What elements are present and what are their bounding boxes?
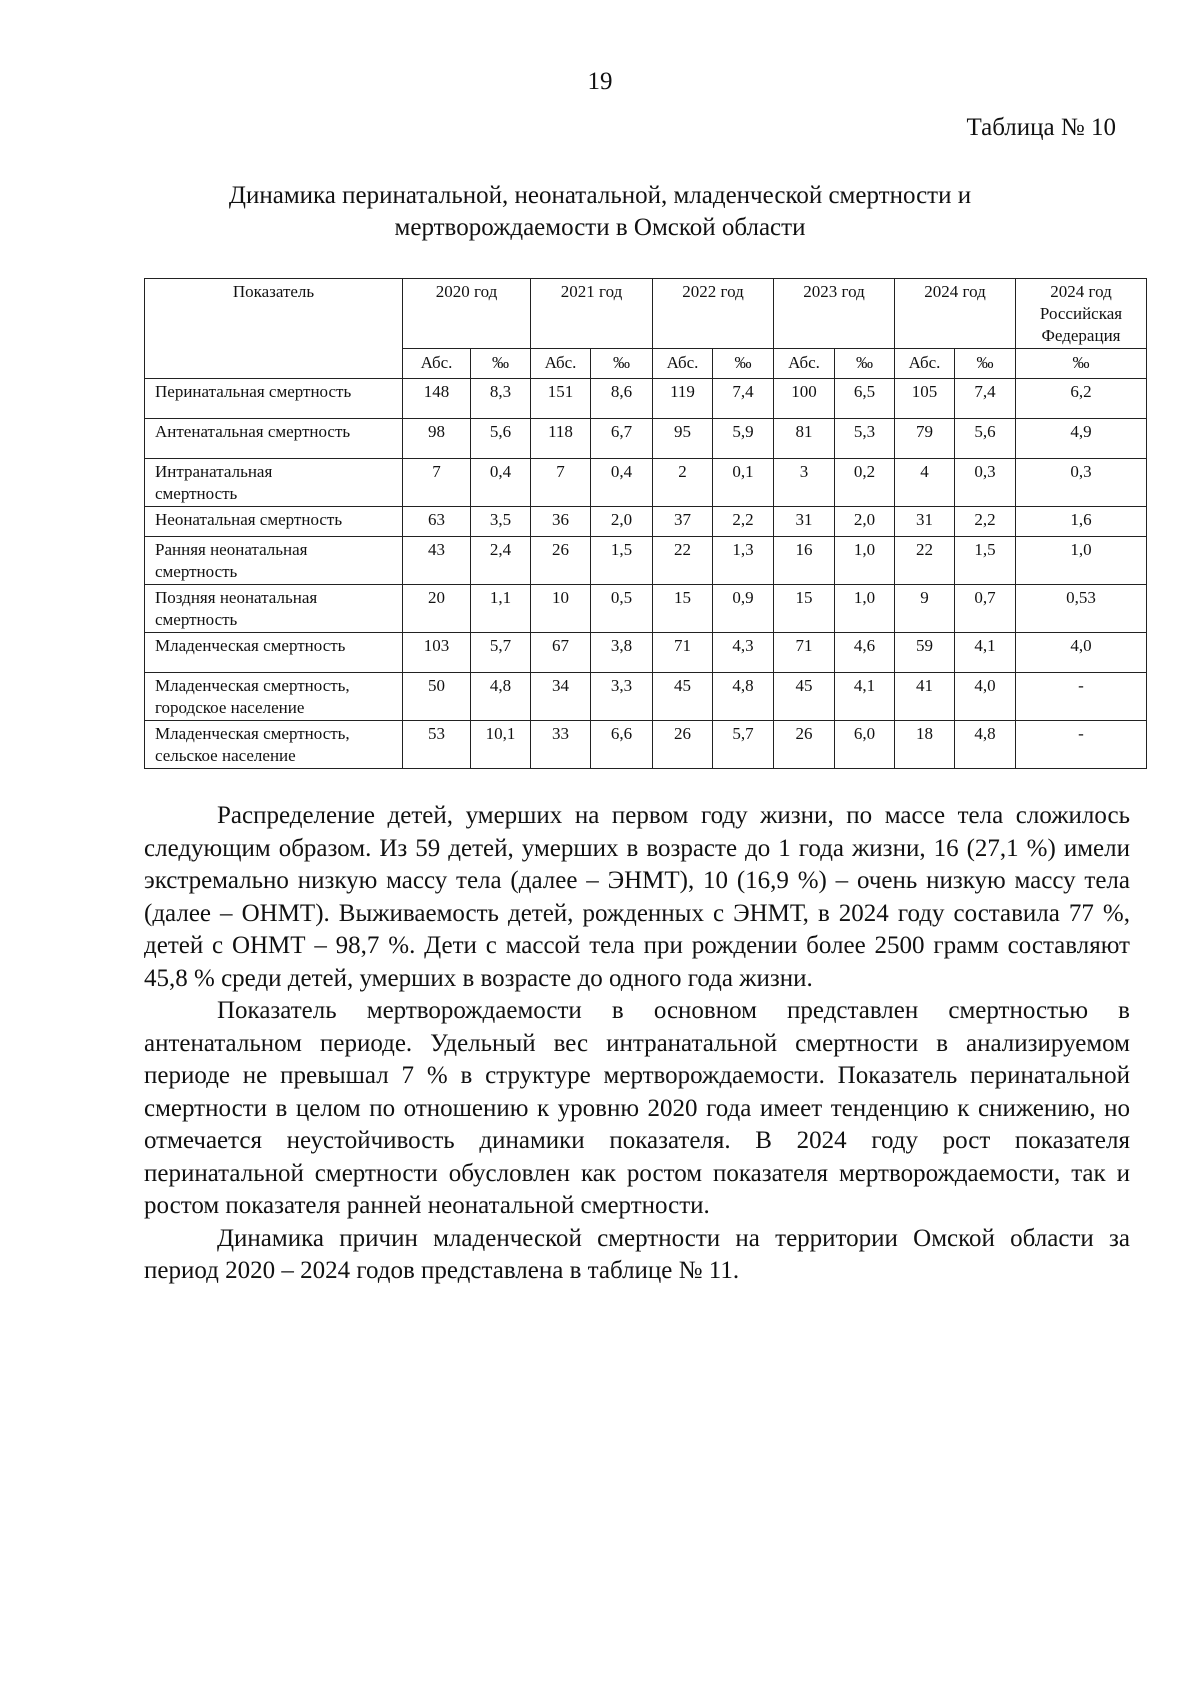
abs-value: 15 [774, 585, 835, 633]
permille-value: 0,1 [713, 459, 774, 507]
abs-value: 31 [895, 507, 955, 537]
abs-value: 41 [895, 673, 955, 721]
year-header: 2022 год [653, 279, 774, 349]
abs-value: 100 [774, 379, 835, 419]
permille-value: 5,6 [471, 419, 531, 459]
permille-value: 4,3 [713, 633, 774, 673]
abs-value: 33 [531, 721, 591, 769]
abs-value: 81 [774, 419, 835, 459]
indicator-header: Показатель [145, 279, 403, 379]
abs-value: 31 [774, 507, 835, 537]
abs-value: 34 [531, 673, 591, 721]
abs-value: 119 [653, 379, 713, 419]
permille-header: ‰ [471, 349, 531, 379]
permille-value: 1,3 [713, 537, 774, 585]
permille-value: 7,4 [955, 379, 1016, 419]
permille-value: 7,4 [713, 379, 774, 419]
permille-value: 1,0 [835, 585, 895, 633]
year-header: 2023 год [774, 279, 895, 349]
paragraph: Динамика причин младенческой смертности на территории Омской области за период 2020 – 2024 годов представлена в таблице № 11. [144, 1224, 1130, 1284]
permille-value: 5,9 [713, 419, 774, 459]
table-row [145, 507, 1147, 537]
table-row [145, 585, 1147, 633]
abs-value: 151 [531, 379, 591, 419]
rf-value: 4,9 [1016, 419, 1147, 459]
rf-value: 0,3 [1016, 459, 1147, 507]
indicator-name: Поздняя неонатальная смертность [145, 585, 403, 633]
indicator-name: Перинатальная смертность [145, 379, 403, 419]
abs-value: 26 [531, 537, 591, 585]
rf-value: 4,0 [1016, 633, 1147, 673]
rf-header: 2024 год Российская Федерация [1016, 279, 1147, 349]
table-label: Таблица № 10 [966, 114, 1116, 141]
permille-value: 3,5 [471, 507, 531, 537]
indicator-name: Неонатальная смертность [145, 507, 403, 537]
permille-header: ‰ [591, 349, 653, 379]
permille-value: 3,3 [591, 673, 653, 721]
permille-value: 4,0 [955, 673, 1016, 721]
permille-value: 1,5 [591, 537, 653, 585]
abs-value: 36 [531, 507, 591, 537]
abs-value: 45 [653, 673, 713, 721]
abs-value: 22 [653, 537, 713, 585]
table-title-line: мертворождаемости в Омской области [394, 214, 806, 241]
abs-value: 79 [895, 419, 955, 459]
abs-value: 63 [403, 507, 471, 537]
abs-value: 18 [895, 721, 955, 769]
body-text [144, 800, 1130, 1288]
table-row [145, 537, 1147, 585]
abs-header: Абс. [403, 349, 471, 379]
permille-value: 0,4 [591, 459, 653, 507]
table-title-line: Динамика перинатальной, неонатальной, младенческой смертности и [228, 182, 972, 209]
permille-value: 5,6 [955, 419, 1016, 459]
indicator-name: Интранатальная смертность [145, 459, 403, 507]
abs-value: 50 [403, 673, 471, 721]
permille-value: 5,3 [835, 419, 895, 459]
abs-value: 16 [774, 537, 835, 585]
abs-value: 26 [774, 721, 835, 769]
abs-value: 15 [653, 585, 713, 633]
permille-value: 4,1 [955, 633, 1016, 673]
permille-value: 4,8 [713, 673, 774, 721]
permille-value: 4,1 [835, 673, 895, 721]
rf-value: - [1016, 673, 1147, 721]
permille-value: 2,2 [713, 507, 774, 537]
permille-value: 5,7 [713, 721, 774, 769]
permille-value: 0,9 [713, 585, 774, 633]
permille-header: ‰ [835, 349, 895, 379]
abs-value: 95 [653, 419, 713, 459]
abs-value: 37 [653, 507, 713, 537]
permille-value: 4,6 [835, 633, 895, 673]
permille-value: 0,5 [591, 585, 653, 633]
abs-value: 7 [531, 459, 591, 507]
permille-value: 2,0 [835, 507, 895, 537]
rf-value: - [1016, 721, 1147, 769]
abs-value: 45 [774, 673, 835, 721]
abs-header: Абс. [895, 349, 955, 379]
permille-value: 8,3 [471, 379, 531, 419]
abs-value: 10 [531, 585, 591, 633]
rf-value: 0,53 [1016, 585, 1147, 633]
table-row [145, 459, 1147, 507]
permille-value: 2,4 [471, 537, 531, 585]
abs-value: 3 [774, 459, 835, 507]
abs-value: 59 [895, 633, 955, 673]
rf-value: 1,0 [1016, 537, 1147, 585]
indicator-name: Младенческая смертность, сельское население [145, 721, 403, 769]
permille-header: ‰ [713, 349, 774, 379]
table-row [145, 633, 1147, 673]
abs-value: 71 [774, 633, 835, 673]
abs-value: 105 [895, 379, 955, 419]
table-row [145, 673, 1147, 721]
permille-value: 2,0 [591, 507, 653, 537]
abs-header: Абс. [531, 349, 591, 379]
abs-value: 98 [403, 419, 471, 459]
abs-value: 43 [403, 537, 471, 585]
abs-value: 71 [653, 633, 713, 673]
permille-value: 8,6 [591, 379, 653, 419]
abs-value: 118 [531, 419, 591, 459]
year-header: 2024 год [895, 279, 1016, 349]
permille-value: 6,7 [591, 419, 653, 459]
abs-value: 4 [895, 459, 955, 507]
permille-value: 0,4 [471, 459, 531, 507]
paragraph: Показатель мертворождаемости в основном представлен смертностью в антенатальном периоде. Удельный вес интранатальной смертности в анализируемом периоде не превышал 7 % в структуре мертворождаемости. Показатель перинатальной смертности в целом по отношению к уровню 2020 года имеет тенденцию к снижению, но отмечается неустойчивость динамики показателя. В 2024 году рост показателя перинатальной смертности обусловлен как ростом показателя мертворождаемости, так и ростом показателя ранней неонатальной смертности. [144, 997, 1130, 1219]
indicator-name: Младенческая смертность [145, 633, 403, 673]
indicator-name: Антенатальная смертность [145, 419, 403, 459]
permille-value: 6,6 [591, 721, 653, 769]
abs-header: Абс. [774, 349, 835, 379]
abs-value: 22 [895, 537, 955, 585]
abs-value: 67 [531, 633, 591, 673]
permille-value: 6,0 [835, 721, 895, 769]
abs-value: 20 [403, 585, 471, 633]
permille-header: ‰ [1016, 349, 1147, 379]
permille-value: 0,7 [955, 585, 1016, 633]
abs-value: 103 [403, 633, 471, 673]
abs-value: 9 [895, 585, 955, 633]
abs-value: 26 [653, 721, 713, 769]
year-header: 2020 год [403, 279, 531, 349]
abs-header: Абс. [653, 349, 713, 379]
permille-value: 3,8 [591, 633, 653, 673]
indicator-name: Ранняя неонатальная смертность [145, 537, 403, 585]
rf-value: 1,6 [1016, 507, 1147, 537]
permille-value: 4,8 [955, 721, 1016, 769]
permille-value: 0,3 [955, 459, 1016, 507]
permille-value: 4,8 [471, 673, 531, 721]
abs-value: 53 [403, 721, 471, 769]
table-row [145, 379, 1147, 419]
table-title [120, 180, 1080, 244]
permille-value: 0,2 [835, 459, 895, 507]
indicator-name: Младенческая смертность, городское население [145, 673, 403, 721]
page-number: 19 [587, 68, 613, 95]
abs-value: 7 [403, 459, 471, 507]
paragraph: Распределение детей, умерших на первом году жизни, по массе тела сложилось следующим образом. Из 59 детей, умерших в возрасте до 1 года жизни, 16 (27,1 %) имели экстремально низкую массу тела (далее – ЭНМТ), 10 (16,9 %) – очень низкую массу тела (далее – ОНМТ). Выживаемость детей, рожденных с ЭНМТ, в 2024 году составила 77 %, детей с ОНМТ – 98,7 %. Дети с массой тела при рождении более 2500 грамм составляют 45,8 % среди детей, умерших в возрасте до одного года жизни. [144, 802, 1130, 992]
permille-header: ‰ [955, 349, 1016, 379]
permille-value: 1,1 [471, 585, 531, 633]
rf-value: 6,2 [1016, 379, 1147, 419]
table-row [145, 419, 1147, 459]
permille-value: 10,1 [471, 721, 531, 769]
mortality-table [144, 278, 1147, 769]
permille-value: 6,5 [835, 379, 895, 419]
year-header: 2021 год [531, 279, 653, 349]
permille-value: 5,7 [471, 633, 531, 673]
abs-value: 2 [653, 459, 713, 507]
table-row [145, 721, 1147, 769]
permille-value: 2,2 [955, 507, 1016, 537]
permille-value: 1,0 [835, 537, 895, 585]
abs-value: 148 [403, 379, 471, 419]
permille-value: 1,5 [955, 537, 1016, 585]
